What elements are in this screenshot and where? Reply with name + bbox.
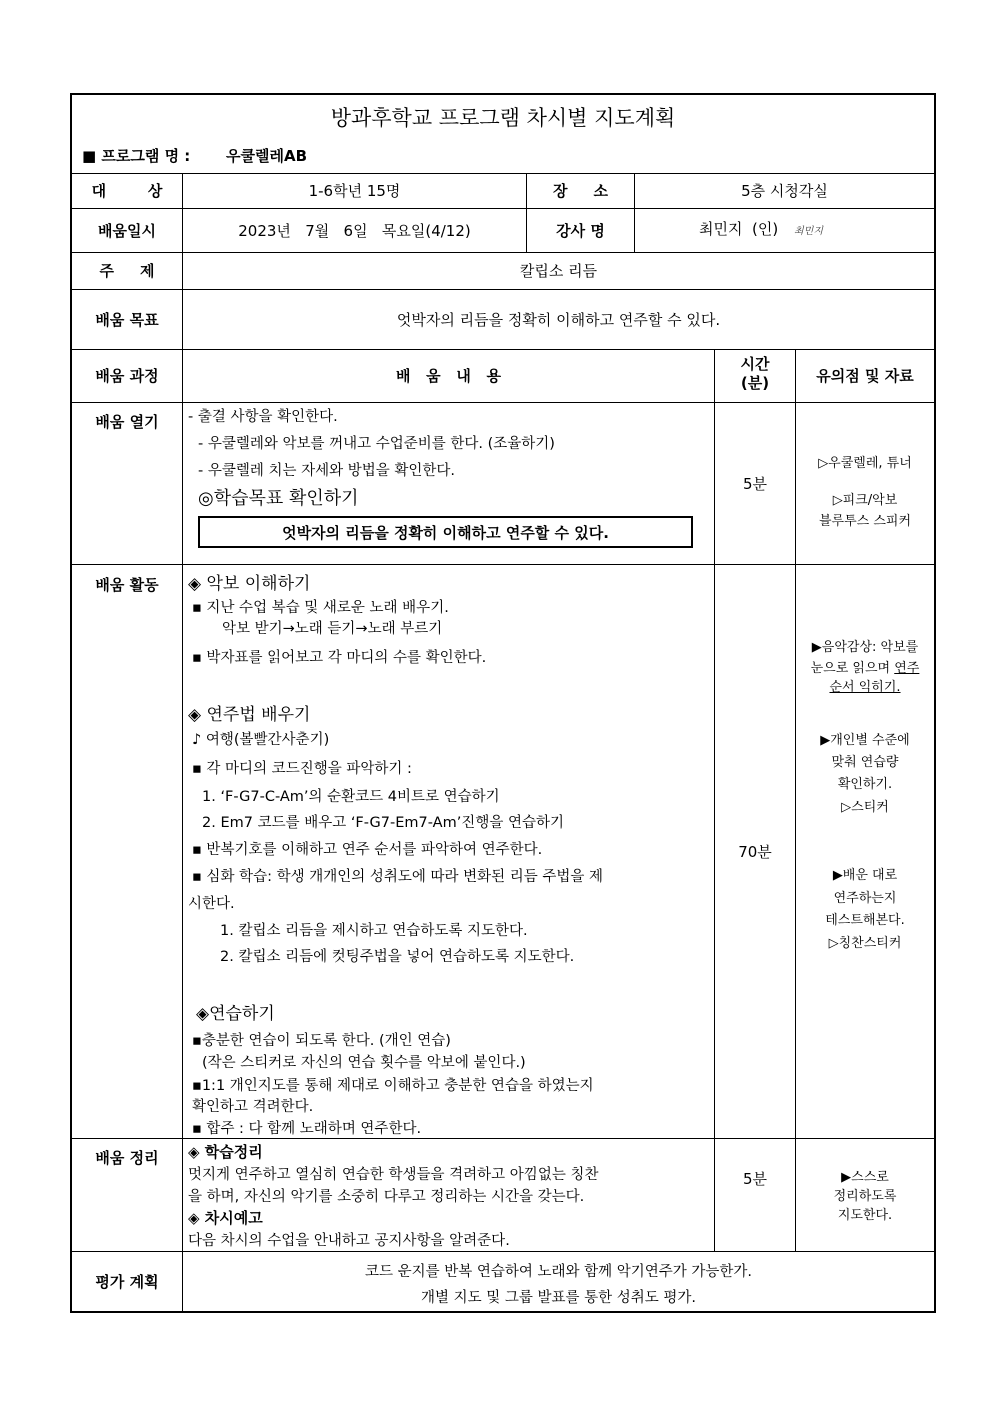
activity-line-14: (작은 스티커로 자신의 연습 횟수를 악보에 붙인다.) xyxy=(202,1055,526,1071)
wrap-line-1: 멋지게 연주하고 열심히 연습한 학생들을 격려하고 아낌없는 칭찬 xyxy=(188,1167,599,1183)
wrap-line-2: 을 하며, 자신의 악기를 소중히 다루고 정리하는 시간을 갖는다. xyxy=(188,1189,585,1205)
topic-value: 칼립소 리듬 xyxy=(519,262,598,280)
wrap-heading-2: ◈ 차시예고 xyxy=(188,1209,263,1227)
page-title: 방과후학교 프로그램 차시별 지도계획 xyxy=(330,106,676,130)
activity-line-5: ▪ 각 마디의 코드진행을 파악하기 : xyxy=(192,761,412,777)
open-goal-box: 엇박자의 리듬을 정확히 이해하고 연주할 수 있다. xyxy=(198,516,693,548)
divider xyxy=(72,402,934,403)
target-label: 대 상 xyxy=(91,182,163,200)
column-time-line1: 시간 xyxy=(740,355,770,373)
divider xyxy=(72,1138,934,1139)
activity-note-3c: 테스트해본다. xyxy=(825,913,905,928)
wrap-note-3: 지도한다. xyxy=(837,1208,893,1223)
activity-line-1: ▪ 지난 수업 복습 및 새로운 노래 배우기. xyxy=(192,600,449,616)
open-label: 배움 열기 xyxy=(95,413,159,431)
teacher-label: 강사 명 xyxy=(556,221,605,240)
open-note-2: ▷피크/악보 xyxy=(832,493,898,508)
divider xyxy=(72,1251,934,1252)
column-content: 배 움 내 용 xyxy=(396,367,501,385)
program-name: 우쿨렐레AB xyxy=(226,147,308,165)
activity-line-7: 2. Em7 코드를 배우고 ‘F-G7-Em7-Am’진행을 연습하기 xyxy=(202,815,564,831)
activity-line-10: 시한다. xyxy=(188,896,235,912)
activity-note-2c: 확인하기. xyxy=(837,777,893,792)
open-note-1: ▷우쿨렐레, 튜너 xyxy=(818,456,912,471)
place-value: 5층 시청각실 xyxy=(741,182,828,200)
place-label: 장 소 xyxy=(552,182,609,200)
wrap-note-2: 정리하도록 xyxy=(833,1189,897,1204)
wrap-heading-1: ◈ 학습정리 xyxy=(188,1143,263,1161)
activity-note-1b-text: 눈으로 읽으며 xyxy=(810,661,895,676)
activity-line-8: ▪ 반복기호를 이해하고 연주 순서를 파악하여 연주한다. xyxy=(192,842,543,858)
open-line-3: - 우쿨렐레 치는 자세와 방법을 확인한다. xyxy=(198,463,455,479)
activity-heading-1: ◈ 악보 이해하기 xyxy=(188,574,311,594)
open-note-3: 블루투스 스피커 xyxy=(818,514,912,529)
activity-heading-3: ◈연습하기 xyxy=(196,1004,275,1024)
activity-heading-2: ◈ 연주법 배우기 xyxy=(188,705,311,725)
activity-line-9: ▪ 심화 학습: 학생 개개인의 성취도에 따라 변화된 리듬 주법을 제 xyxy=(192,869,603,885)
open-time: 5분 xyxy=(742,474,768,493)
eval-content xyxy=(183,1259,934,1311)
topic-label: 주 제 xyxy=(99,262,155,280)
activity-line-11: 1. 칼립소 리듬을 제시하고 연습하도록 지도한다. xyxy=(220,923,528,939)
activity-line-6: 1. ‘F-G7-C-Am’의 순환코드 4비트로 연습하기 xyxy=(202,789,500,805)
activity-note-2a: ▶개인별 수준에 xyxy=(820,733,910,748)
activity-line-13: ▪충분한 연습이 되도록 한다. (개인 연습) xyxy=(192,1033,451,1049)
divider xyxy=(72,564,934,565)
column-time xyxy=(715,355,795,393)
column-notes: 유의점 및 자료 xyxy=(816,367,914,385)
activity-note-3d: ▷칭찬스티커 xyxy=(828,936,902,951)
wrap-time: 5분 xyxy=(742,1169,768,1188)
wrap-label: 배움 정리 xyxy=(95,1149,159,1167)
activity-line-15: ▪1:1 개인지도를 통해 제대로 이해하고 충분한 연습을 하였는지 xyxy=(192,1078,594,1094)
activity-line-16: 확인하고 격려한다. xyxy=(192,1099,314,1115)
eval-line-2: 개별 지도 및 그룹 발표를 통한 성취도 평가. xyxy=(421,1290,696,1306)
goal-label: 배움 목표 xyxy=(95,310,159,329)
date-label: 배움일시 xyxy=(98,221,156,240)
activity-line-2: 악보 받기→노래 듣기→노래 부르기 xyxy=(222,621,443,637)
activity-line-4: ♪ 여행(볼빨간사춘기) xyxy=(192,732,330,748)
activity-note-3b: 연주하는지 xyxy=(833,891,897,906)
activity-line-3: ▪ 박자표를 읽어보고 각 마디의 수를 확인한다. xyxy=(192,650,487,666)
teacher-signature: 최민지 xyxy=(794,226,823,237)
activity-line-17: ▪ 합주 : 다 함께 노래하며 연주한다. xyxy=(192,1121,422,1137)
eval-line-1: 코드 운지를 반복 연습하여 노래와 함께 악기연주가 가능한가. xyxy=(364,1264,753,1280)
activity-line-12: 2. 칼립소 리듬에 컷팅주법을 넣어 연습하도록 지도한다. xyxy=(220,949,575,965)
activity-note-1a: ▶음악감상: 악보를 xyxy=(811,640,919,655)
lesson-plan-table xyxy=(70,93,936,1313)
eval-label: 평가 계획 xyxy=(95,1273,159,1291)
activity-note-1c: 순서 익히기. xyxy=(829,680,901,695)
activity-note-3a: ▶배운 대로 xyxy=(832,868,898,883)
wrap-line-3: 다음 차시의 수업을 안내하고 공지사항을 알려준다. xyxy=(188,1233,510,1249)
activity-note-2d: ▷스티커 xyxy=(841,800,889,815)
open-line-1: - 출결 사항을 확인한다. xyxy=(188,409,338,425)
column-process: 배움 과정 xyxy=(95,367,159,385)
column-time-line2: (분) xyxy=(740,374,770,392)
target-value: 1-6학년 15명 xyxy=(308,182,401,200)
activity-note-2b: 맞춰 연습량 xyxy=(831,755,899,770)
activity-time: 70분 xyxy=(738,843,772,861)
goal-value: 엇박자의 리듬을 정확히 이해하고 연주할 수 있다. xyxy=(396,310,721,329)
teacher-value: 최민지 (인) xyxy=(699,220,779,238)
program-label: ■ 프로그램 명 : xyxy=(82,147,191,165)
open-goal-heading: ◎학습목표 확인하기 xyxy=(198,488,359,509)
activity-label: 배움 활동 xyxy=(95,576,159,594)
wrap-note-1: ▶스스로 xyxy=(841,1170,889,1185)
open-line-2: - 우쿨렐레와 악보를 꺼내고 수업준비를 한다. (조율하기) xyxy=(198,436,555,452)
activity-note-1b-underlined: 연주 xyxy=(894,661,920,676)
date-value: 2023년 7월 6일 목요일(4/12) xyxy=(238,221,471,240)
